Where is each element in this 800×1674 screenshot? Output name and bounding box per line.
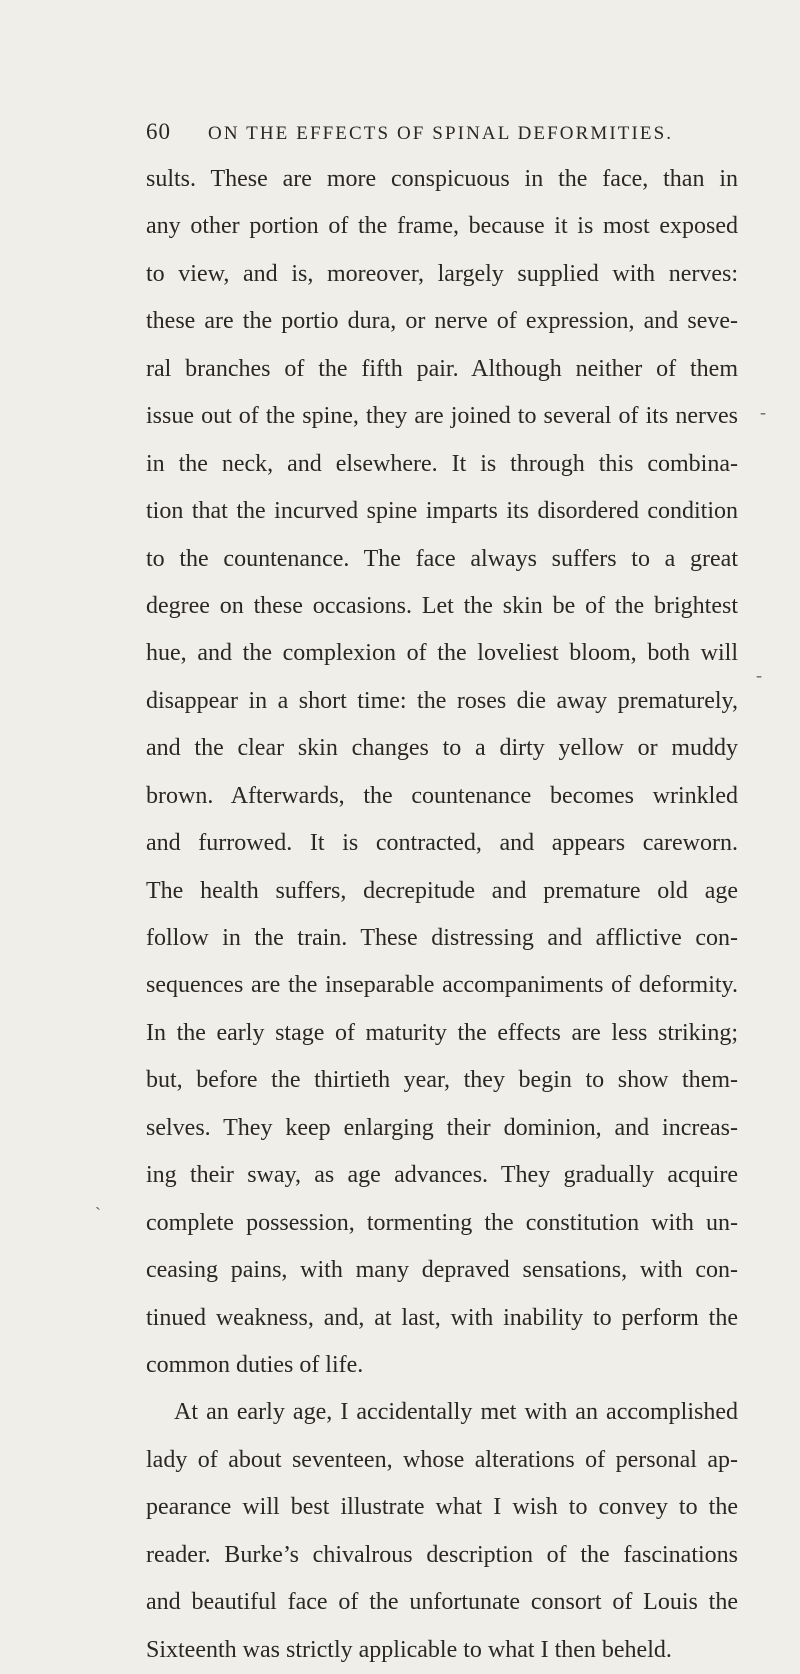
- text-line: reader. Burke’s chivalrous description of the fascinations: [146, 1541, 738, 1568]
- text-line: and furrowed. It is contracted, and appears careworn.: [146, 830, 738, 857]
- paragraph-start-line: At an early age, I accidentally met with an accomplished: [174, 1399, 738, 1426]
- running-title: ON THE EFFECTS OF SPINAL DEFORMITIES.: [208, 123, 674, 144]
- text-line: issue out of the spine, they are joined to several of its nerves: [146, 403, 738, 430]
- text-line: brown. Afterwards, the countenance becomes wrinkled: [146, 782, 738, 809]
- text-line: In the early stage of maturity the effects are less striking;: [146, 1019, 738, 1046]
- text-line: to the countenance. The face always suffers to a great: [146, 545, 738, 572]
- paragraph-end-line: common duties of life.: [146, 1351, 364, 1378]
- margin-mark: -: [756, 665, 762, 685]
- text-line: any other portion of the frame, because it is most exposed: [146, 213, 738, 240]
- text-line: hue, and the complexion of the loveliest bloom, both will: [146, 640, 738, 667]
- text-line: tinued weakness, and, at last, with inability to perform the: [146, 1304, 738, 1331]
- text-line: ceasing pains, with many depraved sensations, with con-: [146, 1257, 738, 1284]
- text-line: selves. They keep enlarging their dominion, and increas-: [146, 1114, 738, 1141]
- text-line: but, before the thirtieth year, they begin to show them-: [146, 1067, 738, 1094]
- text-line: follow in the train. These distressing and afflictive con-: [146, 925, 738, 951]
- text-line: these are the portio dura, or nerve of expression, and seve-: [146, 308, 738, 335]
- text-line: degree on these occasions. Let the skin be of the brightest: [146, 592, 738, 619]
- margin-mark: `: [95, 1204, 101, 1224]
- text-line: tion that the incurved spine imparts its disordered condition: [146, 498, 738, 525]
- text-line: to view, and is, moreover, largely supplied with nerves:: [146, 260, 738, 287]
- margin-mark: -: [760, 402, 766, 422]
- text-line: sequences are the inseparable accompaniments of deformity.: [146, 972, 738, 999]
- body-text: [146, 156, 738, 1674]
- text-line: ing their sway, as age advances. They gradually acquire: [146, 1162, 738, 1189]
- text-line: in the neck, and elsewhere. It is through this combina-: [146, 450, 738, 477]
- paragraph-end-line: Sixteenth was strictly applicable to what I then beheld.: [146, 1636, 672, 1663]
- page-number: 60: [146, 119, 171, 144]
- text-line: The health suffers, decrepitude and premature old age: [146, 877, 738, 904]
- text-line: complete possession, tormenting the constitution with un-: [146, 1209, 738, 1236]
- text-line: ral branches of the fifth pair. Although neither of them: [146, 355, 738, 382]
- text-line: and the clear skin changes to a dirty yellow or muddy: [146, 735, 738, 762]
- text-line: lady of about seventeen, whose alterations of personal ap-: [146, 1446, 738, 1473]
- text-line: disappear in a short time: the roses die away prematurely,: [146, 687, 738, 714]
- text-line: and beautiful face of the unfortunate consort of Louis the: [146, 1589, 738, 1616]
- text-line: sults. These are more conspicuous in the face, than in: [146, 166, 738, 192]
- running-head: [146, 114, 706, 150]
- text-line: pearance will best illustrate what I wish to convey to the: [146, 1494, 738, 1521]
